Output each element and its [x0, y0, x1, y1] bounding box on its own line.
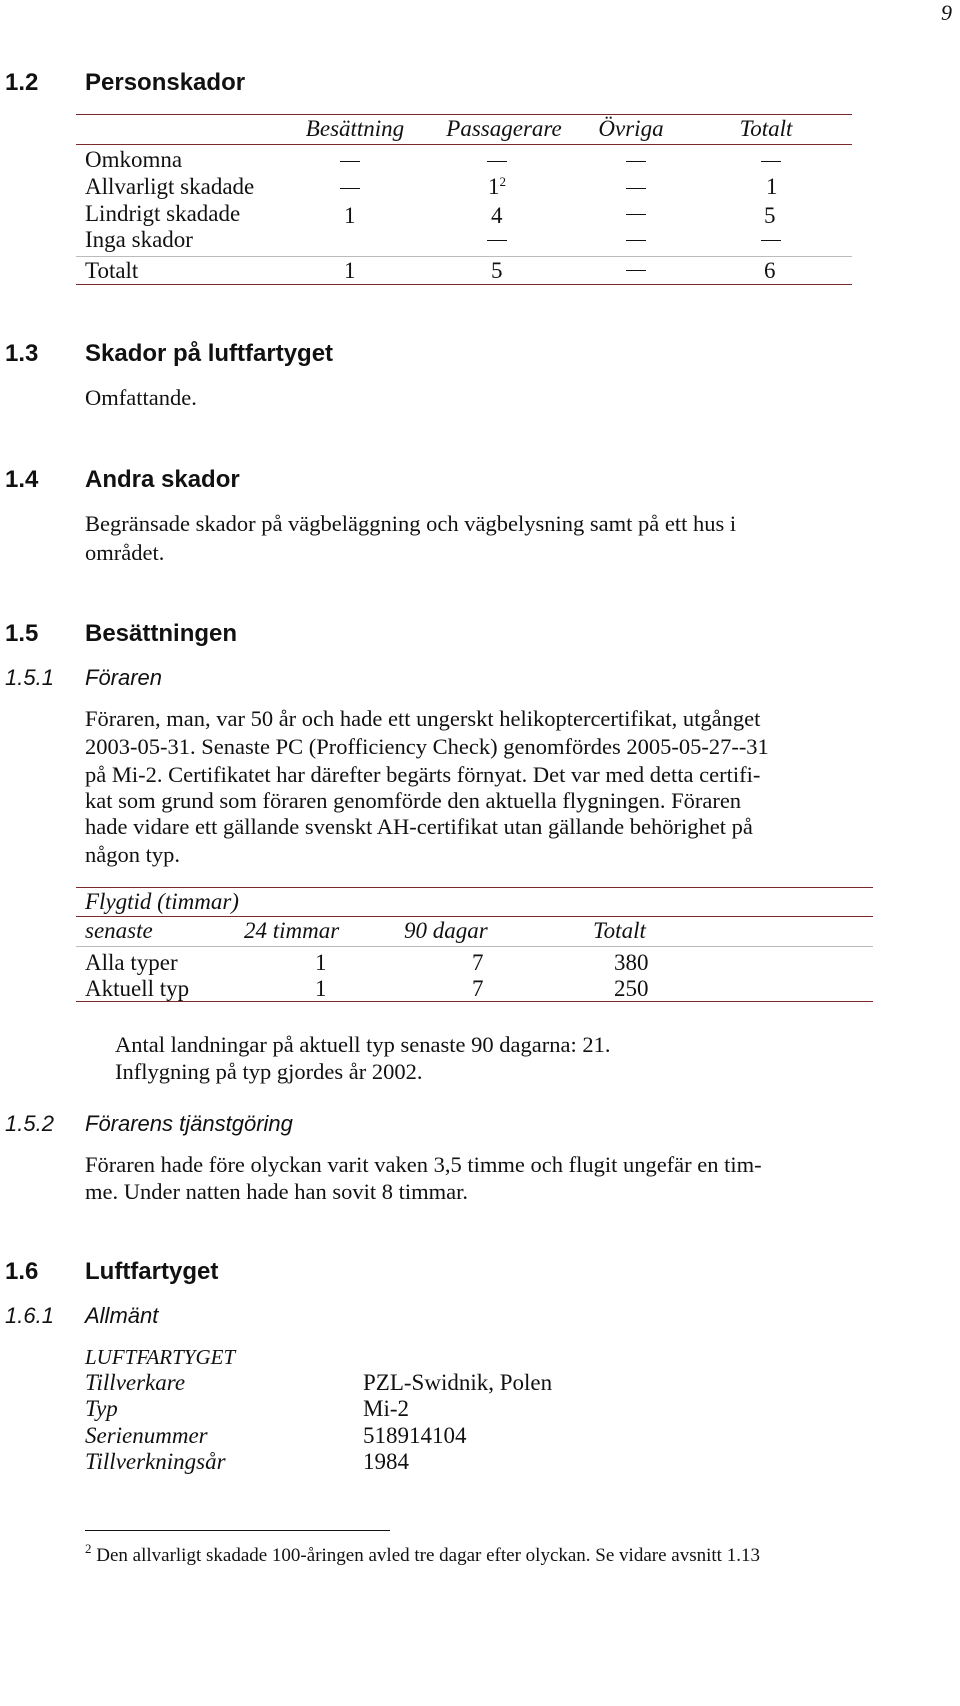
- section-1-5-2-title: Förarens tjänstgöring: [85, 1111, 293, 1136]
- flight-table-caption: Flygtid (timmar): [85, 889, 239, 914]
- aircraft-value-year: 1984: [363, 1449, 409, 1474]
- flight-header-90d: 90 dagar: [404, 918, 488, 943]
- section-1-6-title: Luftfartyget: [85, 1258, 219, 1285]
- footnote: [85, 1541, 760, 1567]
- pilot-paragraph-line: på Mi-2. Certifikatet har därefter begärts förnyat. Det var med detta certifi-: [85, 762, 761, 787]
- pilot-paragraph-line: hade vidare ett gällande svenskt AH-certifikat utan gällande behörighet på: [85, 814, 753, 839]
- section-1-4-line-2: området.: [85, 540, 165, 565]
- section-1-2-number: 1.2: [5, 69, 39, 96]
- page-number: 9: [941, 0, 952, 25]
- aircraft-value-type: Mi-2: [363, 1396, 409, 1421]
- aircraft-value-serial: 518914104: [363, 1423, 467, 1448]
- section-1-6-1-number: 1.6.1: [5, 1303, 54, 1328]
- cell-killed-passengers-dash: [487, 161, 507, 162]
- cell-total-others-dash: [626, 270, 646, 271]
- pilot-paragraph-line: kat som grund som föraren genomförde den aktuella flygningen. Föraren: [85, 788, 742, 813]
- row-label-minor-injured: Lindrigt skadade: [85, 201, 241, 226]
- cell-none-total-dash: [761, 240, 781, 241]
- pilot-paragraph-line: Föraren, man, var 50 år och hade ett ungerskt helikoptercertifikat, utgånget: [85, 706, 761, 731]
- section-1-5-2-line-1: Föraren hade före olyckan varit vaken 3,5 timme och flugit ungefär en tim-: [85, 1152, 762, 1177]
- flight-row-label-current-type: Aktuell typ: [85, 976, 190, 1001]
- cell-minor-crew: 1: [344, 203, 356, 228]
- cell-serious-crew-dash: [340, 188, 360, 189]
- section-1-6-number: 1.6: [5, 1258, 39, 1285]
- section-1-3-text: Omfattande.: [85, 385, 197, 410]
- footnote-ref: 2: [499, 174, 506, 189]
- flight-table-header-rule: [76, 946, 873, 947]
- flight-header-24h: 24 timmar: [244, 918, 340, 943]
- row-label-killed: Omkomna: [85, 147, 183, 172]
- section-1-4-title: Andra skador: [85, 466, 240, 493]
- column-header-others: Övriga: [598, 116, 664, 141]
- flight-table-caption-rule: [76, 916, 873, 917]
- flight-cell-current-24h: 1: [315, 976, 327, 1001]
- footnote-marker: 2: [85, 1541, 92, 1556]
- flight-table-top-rule: [76, 887, 873, 888]
- flight-row-label-all-types: Alla typer: [85, 950, 178, 975]
- cell-total-passengers: 5: [491, 258, 503, 283]
- flight-cell-all-90d: 7: [472, 950, 484, 975]
- cell-serious-total: 1: [766, 174, 778, 199]
- section-1-5-2-line-2: me. Under natten hade han sovit 8 timmar.: [85, 1179, 469, 1204]
- flight-header-recent: senaste: [85, 918, 153, 943]
- pilot-paragraph-line: någon typ.: [85, 842, 180, 867]
- aircraft-label-serial: Serienummer: [85, 1423, 208, 1448]
- pilot-paragraph-line: 2003-05-31. Senaste PC (Profficiency Check) genomfördes 2005-05-27--31: [85, 734, 769, 759]
- flight-cell-all-total: 380: [614, 950, 649, 975]
- flight-cell-all-24h: 1: [315, 950, 327, 975]
- row-label-seriously-injured: Allvarligt skadade: [85, 174, 255, 199]
- cell-minor-total: 5: [764, 203, 776, 228]
- section-1-4-line-1: Begränsade skador på vägbeläggning och vägbelysning samt på ett hus i: [85, 511, 737, 536]
- table-bottom-rule: [76, 284, 852, 285]
- section-1-6-1-title: Allmänt: [85, 1303, 159, 1328]
- table-header-rule: [76, 144, 852, 145]
- aircraft-value-manufacturer: PZL-Swidnik, Polen: [363, 1370, 553, 1395]
- section-1-5-1-number: 1.5.1: [5, 665, 54, 690]
- section-1-5-2-number: 1.5.2: [5, 1111, 54, 1136]
- section-1-3-title: Skador på luftfartyget: [85, 340, 334, 367]
- table-total-rule: [76, 256, 852, 257]
- cell-killed-others-dash: [626, 161, 646, 162]
- cell-minor-others-dash: [626, 214, 646, 215]
- footnote-separator: [85, 1530, 390, 1531]
- aircraft-label-manufacturer: Tillverkare: [85, 1370, 186, 1395]
- aircraft-label-year: Tillverkningsår: [85, 1449, 226, 1474]
- section-1-5-1-title: Föraren: [85, 665, 163, 690]
- section-1-4-number: 1.4: [5, 466, 39, 493]
- footnote-text: Den allvarligt skadade 100-åringen avled tre dagar efter olyckan. Se vidare avsnitt 1.13: [96, 1545, 760, 1566]
- cell-minor-passengers: 4: [491, 203, 503, 228]
- section-1-3-number: 1.3: [5, 340, 39, 367]
- cell-total-total: 6: [764, 258, 776, 283]
- table-top-rule: [76, 114, 852, 115]
- flight-cell-current-90d: 7: [472, 976, 484, 1001]
- column-header-passengers: Passagerare: [446, 116, 562, 141]
- aircraft-heading: LUFTFARTYGET: [85, 1345, 236, 1369]
- cell-killed-total-dash: [761, 161, 781, 162]
- aircraft-label-type: Typ: [85, 1396, 118, 1421]
- section-1-5-number: 1.5: [5, 620, 39, 647]
- cell-serious-others-dash: [626, 188, 646, 189]
- cell-none-passengers-dash: [487, 240, 507, 241]
- cell-serious-passengers: [488, 174, 506, 200]
- column-header-total: Totalt: [739, 116, 793, 141]
- section-1-5-title: Besättningen: [85, 620, 238, 647]
- flight-cell-current-total: 250: [614, 976, 649, 1001]
- landings-line: Antal landningar på aktuell typ senaste 90 dagarna: 21.: [115, 1032, 611, 1057]
- flight-table-bottom-rule: [76, 1001, 873, 1002]
- cell-killed-crew-dash: [340, 161, 360, 162]
- cell-total-crew: 1: [344, 258, 356, 283]
- type-introduction-line: Inflygning på typ gjordes år 2002.: [115, 1059, 423, 1084]
- cell-none-others-dash: [626, 240, 646, 241]
- column-header-crew: Besättning: [305, 116, 405, 141]
- row-label-total: Totalt: [85, 258, 139, 283]
- flight-header-total: Totalt: [593, 918, 646, 943]
- cell-serious-passengers-value: 1: [488, 174, 500, 199]
- row-label-no-injuries: Inga skador: [85, 227, 193, 252]
- section-1-2-title: Personskador: [85, 69, 246, 96]
